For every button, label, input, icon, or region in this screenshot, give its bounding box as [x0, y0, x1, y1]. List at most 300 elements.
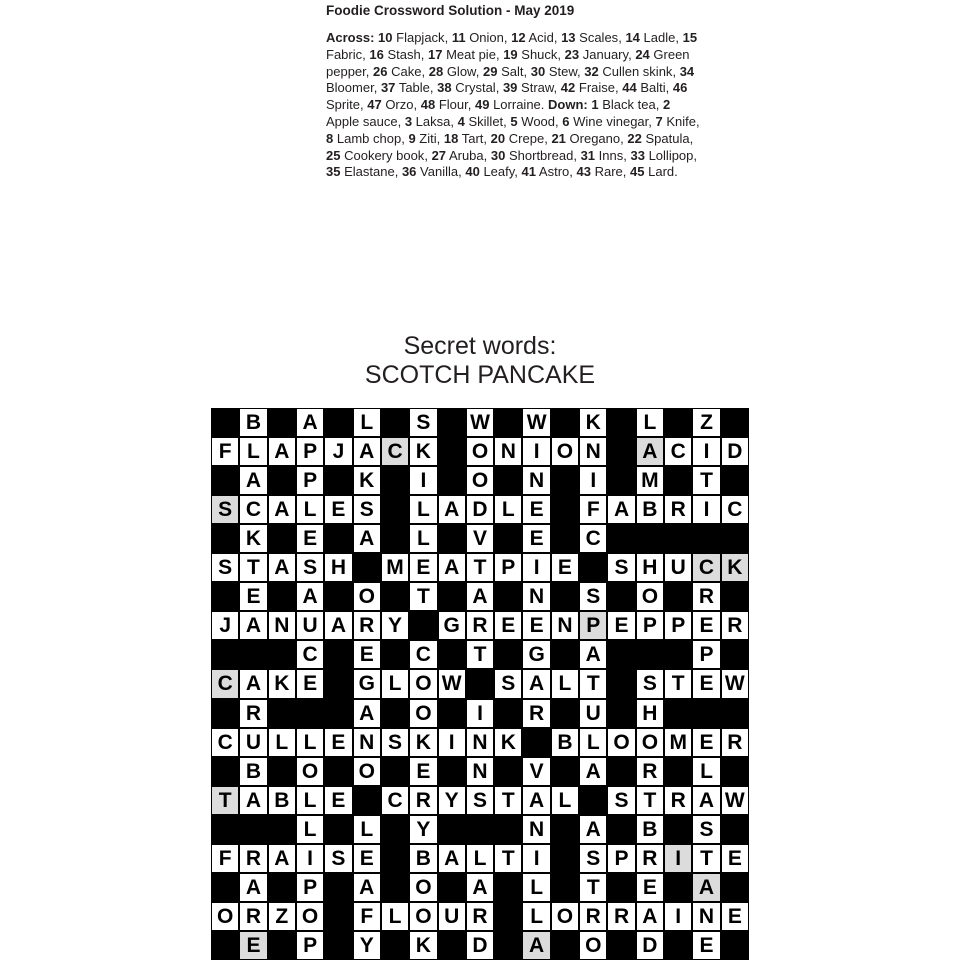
grid-cell: F	[354, 903, 380, 930]
grid-cell: T	[410, 583, 436, 610]
clue-number: 10	[378, 30, 393, 45]
grid-block	[665, 874, 691, 901]
grid-block	[665, 700, 691, 727]
grid-cell: O	[637, 583, 663, 610]
clue-answer: Wine vinegar	[573, 113, 649, 129]
grid-cell: T	[580, 670, 606, 697]
clue-number: 9	[408, 130, 416, 146]
grid-cell: C	[297, 641, 323, 668]
grid-cell: Z	[693, 409, 719, 436]
grid-cell: R	[608, 903, 634, 930]
grid-block	[382, 845, 408, 872]
grid-cell: A	[297, 409, 323, 436]
grid-block	[439, 525, 465, 552]
clue-number: 43	[576, 164, 591, 180]
grid-block	[439, 467, 465, 494]
grid-cell: E	[325, 787, 351, 814]
grid-cell: A	[354, 874, 380, 901]
clue-number: 31	[580, 147, 596, 163]
grid-cell: S	[212, 554, 238, 581]
grid-cell: O	[354, 758, 380, 785]
clue-answer: Spatula	[645, 130, 690, 146]
grid-cell: L	[382, 903, 408, 930]
clue-number: 3	[404, 113, 413, 129]
grid-cell: C	[382, 787, 408, 814]
grid-block	[608, 700, 634, 727]
clue-number: 19	[503, 46, 518, 62]
grid-cell: E	[297, 670, 323, 697]
grid-cell: F	[212, 845, 238, 872]
grid-block	[439, 438, 465, 465]
grid-cell: A	[354, 525, 380, 552]
clue-answer: Crepe	[508, 130, 545, 146]
grid-cell: R	[637, 758, 663, 785]
grid-cell: A	[297, 583, 323, 610]
clue-number: 30	[530, 63, 546, 79]
grid-cell: C	[410, 641, 436, 668]
grid-block	[665, 525, 691, 552]
grid-cell: L	[693, 758, 719, 785]
grid-block	[354, 787, 380, 814]
grid-cell: E	[523, 496, 549, 523]
grid-cell: W	[523, 409, 549, 436]
grid-cell: U	[580, 700, 606, 727]
grid-block	[269, 583, 295, 610]
grid-cell: T	[693, 845, 719, 872]
clue-number: 16	[369, 46, 384, 62]
grid-cell: I	[467, 700, 493, 727]
grid-cell: U	[297, 612, 323, 639]
grid-cell: A	[580, 816, 606, 843]
grid-block	[382, 700, 408, 727]
grid-block	[212, 525, 238, 552]
grid-cell: C	[722, 496, 748, 523]
grid-cell: O	[580, 932, 606, 959]
grid-cell: Y	[382, 612, 408, 639]
grid-cell: W	[467, 409, 493, 436]
grid-cell: H	[325, 554, 351, 581]
grid-block	[722, 583, 748, 610]
grid-cell: W	[439, 670, 465, 697]
grid-block	[552, 525, 578, 552]
grid-cell: E	[523, 612, 549, 639]
clue-number: 49	[474, 97, 490, 113]
grid-block	[523, 729, 549, 756]
clue-answer: Lard	[648, 164, 675, 180]
grid-block	[552, 409, 578, 436]
section-label: Across:	[326, 30, 375, 45]
grid-block	[382, 932, 408, 959]
clue-answer: Sprite	[326, 97, 360, 113]
grid-block	[439, 700, 465, 727]
grid-cell: L	[467, 845, 493, 872]
grid-cell: R	[580, 903, 606, 930]
clue-answer: Elastane	[344, 164, 395, 180]
clue-answer: Tart	[461, 130, 484, 146]
grid-cell: E	[693, 729, 719, 756]
grid-cell: R	[693, 583, 719, 610]
grid-cell: E	[552, 554, 578, 581]
clue-number: 26	[373, 63, 388, 79]
grid-block	[297, 700, 323, 727]
grid-cell: A	[269, 554, 295, 581]
clue-answer: Aruba	[448, 147, 484, 163]
grid-cell: E	[693, 932, 719, 959]
grid-cell: T	[693, 467, 719, 494]
grid-block	[325, 467, 351, 494]
grid-cell: M	[665, 729, 691, 756]
grid-cell: T	[580, 874, 606, 901]
grid-cell: U	[665, 554, 691, 581]
grid-block	[608, 438, 634, 465]
grid-block	[354, 554, 380, 581]
grid-cell: E	[325, 496, 351, 523]
grid-block	[665, 932, 691, 959]
grid-block	[552, 583, 578, 610]
grid-cell: O	[297, 903, 323, 930]
grid-block	[212, 641, 238, 668]
grid-block	[269, 816, 295, 843]
grid-cell: N	[523, 467, 549, 494]
grid-block	[325, 932, 351, 959]
clue-answer: Inns	[598, 147, 624, 163]
grid-cell: Y	[354, 932, 380, 959]
grid-cell: T	[495, 845, 521, 872]
grid-cell: R	[523, 700, 549, 727]
grid-cell: A	[240, 874, 266, 901]
grid-block	[325, 670, 351, 697]
grid-block	[552, 496, 578, 523]
grid-cell: K	[410, 932, 436, 959]
grid-cell: S	[495, 670, 521, 697]
grid-block	[439, 409, 465, 436]
grid-block	[722, 467, 748, 494]
grid-cell: G	[523, 641, 549, 668]
grid-cell: P	[495, 554, 521, 581]
grid-cell: W	[722, 787, 748, 814]
grid-cell: E	[722, 845, 748, 872]
grid-cell: R	[665, 496, 691, 523]
clue-answer: Wood	[521, 113, 556, 129]
clue-answer: Apple sauce	[326, 113, 398, 129]
clue-number: 45	[630, 164, 645, 180]
grid-block	[382, 409, 408, 436]
clue-answer: Rare	[594, 164, 623, 180]
clue-answer: Flour	[438, 97, 468, 113]
grid-cell: L	[580, 729, 606, 756]
grid-block	[240, 641, 266, 668]
grid-cell: B	[269, 787, 295, 814]
grid-cell: K	[240, 525, 266, 552]
grid-block	[495, 525, 521, 552]
grid-cell: L	[354, 816, 380, 843]
grid-block	[722, 758, 748, 785]
grid-block	[665, 641, 691, 668]
grid-cell: T	[467, 641, 493, 668]
grid-block	[467, 670, 493, 697]
clue-answer: Lamb chop	[336, 130, 402, 146]
clue-answer: Shortbread	[508, 147, 574, 163]
grid-block	[212, 467, 238, 494]
clue-number: 1	[591, 97, 599, 113]
grid-cell: I	[693, 438, 719, 465]
grid-block	[382, 874, 408, 901]
clue-answer: Table	[398, 80, 430, 96]
grid-cell: L	[410, 525, 436, 552]
grid-block	[439, 583, 465, 610]
grid-cell: K	[354, 467, 380, 494]
clue-answer: Salt	[501, 63, 524, 79]
grid-block	[608, 874, 634, 901]
grid-block	[212, 932, 238, 959]
grid-block	[325, 874, 351, 901]
grid-cell: L	[410, 496, 436, 523]
clue-number: 12	[511, 30, 526, 45]
grid-block	[439, 932, 465, 959]
grid-cell-highlighted: T	[212, 787, 238, 814]
grid-cell: O	[608, 729, 634, 756]
grid-cell: A	[240, 787, 266, 814]
grid-cell: A	[269, 438, 295, 465]
grid-block	[382, 583, 408, 610]
clue-number: 48	[420, 97, 436, 113]
grid-cell: T	[665, 670, 691, 697]
grid-cell: S	[608, 787, 634, 814]
clue-number: 11	[451, 30, 466, 45]
grid-cell: B	[637, 816, 663, 843]
clue-answer: Onion	[469, 30, 504, 45]
grid-cell-highlighted: E	[240, 932, 266, 959]
grid-cell: F	[580, 496, 606, 523]
grid-cell: K	[495, 729, 521, 756]
grid-block	[212, 409, 238, 436]
grid-cell: R	[240, 903, 266, 930]
clue-answer: Glow	[446, 63, 476, 79]
clue-answer: January	[582, 46, 629, 62]
grid-cell: E	[495, 612, 521, 639]
grid-cell: T	[495, 787, 521, 814]
grid-cell: I	[523, 845, 549, 872]
grid-block	[212, 758, 238, 785]
grid-cell: C	[580, 525, 606, 552]
grid-cell: N	[523, 583, 549, 610]
clue-number: 22	[627, 130, 642, 146]
grid-cell: I	[580, 467, 606, 494]
grid-block	[382, 467, 408, 494]
grid-block	[269, 641, 295, 668]
clue-answer: Stash	[387, 46, 421, 62]
grid-block	[608, 583, 634, 610]
clue-answer: Green pepper	[326, 46, 690, 79]
grid-cell: S	[693, 816, 719, 843]
clue-answer: Crystal	[455, 80, 496, 96]
grid-cell: R	[722, 729, 748, 756]
grid-block	[722, 874, 748, 901]
grid-cell: P	[297, 874, 323, 901]
grid-cell-highlighted: I	[665, 845, 691, 872]
grid-cell: V	[467, 525, 493, 552]
grid-block	[382, 641, 408, 668]
grid-cell: K	[269, 670, 295, 697]
grid-cell: O	[410, 700, 436, 727]
clue-number: 32	[584, 63, 599, 79]
clue-answer: Acid	[528, 30, 554, 45]
grid-cell: E	[608, 612, 634, 639]
grid-cell: E	[410, 554, 436, 581]
grid-cell: L	[523, 903, 549, 930]
grid-cell: S	[410, 409, 436, 436]
grid-cell: K	[410, 438, 436, 465]
grid-cell: S	[325, 845, 351, 872]
clue-number: 15	[682, 30, 698, 45]
grid-cell: W	[722, 670, 748, 697]
grid-cell: L	[297, 496, 323, 523]
grid-cell: N	[552, 612, 578, 639]
clue-number: 39	[502, 80, 518, 96]
grid-block	[325, 641, 351, 668]
grid-block	[240, 816, 266, 843]
grid-block	[212, 583, 238, 610]
grid-cell: S	[297, 554, 323, 581]
grid-cell: T	[467, 554, 493, 581]
grid-block	[269, 758, 295, 785]
grid-block	[382, 496, 408, 523]
grid-block	[722, 641, 748, 668]
grid-block	[439, 758, 465, 785]
clue-answer: Scales	[579, 30, 619, 45]
grid-cell: A	[439, 845, 465, 872]
grid-cell: T	[637, 787, 663, 814]
clue-number: 46	[672, 80, 688, 96]
grid-block	[495, 816, 521, 843]
grid-cell: R	[665, 787, 691, 814]
grid-cell: P	[297, 932, 323, 959]
grid-cell: P	[637, 612, 663, 639]
clue-number: 29	[482, 63, 498, 79]
clue-number: 7	[655, 113, 663, 129]
grid-block	[722, 700, 748, 727]
clue-answer: Laksa	[415, 113, 451, 129]
grid-cell: S	[608, 554, 634, 581]
grid-block	[439, 641, 465, 668]
grid-cell: E	[354, 641, 380, 668]
clue-answer: Black tea	[602, 97, 656, 113]
grid-block	[552, 641, 578, 668]
grid-cell: A	[523, 670, 549, 697]
grid-block	[665, 758, 691, 785]
grid-cell: A	[354, 700, 380, 727]
crossword-grid	[211, 408, 749, 960]
grid-cell: A	[637, 903, 663, 930]
clue-answer: Straw	[521, 80, 554, 96]
grid-block	[608, 670, 634, 697]
clue-number: 42	[560, 80, 576, 96]
grid-block	[722, 816, 748, 843]
grid-cell: A	[240, 670, 266, 697]
grid-cell: B	[410, 845, 436, 872]
grid-cell-highlighted: P	[580, 612, 606, 639]
grid-cell: R	[410, 787, 436, 814]
grid-block	[495, 700, 521, 727]
grid-cell: R	[722, 612, 748, 639]
clue-answer: Meat pie	[446, 46, 496, 62]
grid-cell: R	[467, 612, 493, 639]
grid-cell: A	[354, 438, 380, 465]
grid-cell: T	[240, 554, 266, 581]
grid-cell: E	[325, 729, 351, 756]
grid-block	[608, 816, 634, 843]
grid-cell-highlighted: C	[212, 670, 238, 697]
grid-block	[269, 932, 295, 959]
grid-cell: B	[240, 758, 266, 785]
grid-cell: K	[410, 729, 436, 756]
grid-cell: I	[693, 496, 719, 523]
grid-cell: A	[269, 496, 295, 523]
clue-answer: Bloomer	[326, 80, 374, 96]
clue-number: 5	[510, 113, 518, 129]
grid-cell: O	[354, 583, 380, 610]
grid-cell: N	[495, 438, 521, 465]
grid-cell: N	[354, 729, 380, 756]
grid-cell: U	[439, 903, 465, 930]
grid-cell: R	[637, 845, 663, 872]
grid-cell: L	[637, 409, 663, 436]
grid-cell: A	[240, 612, 266, 639]
grid-cell: A	[693, 787, 719, 814]
grid-cell: O	[410, 670, 436, 697]
grid-cell: N	[580, 438, 606, 465]
grid-block	[693, 525, 719, 552]
clue-number: 47	[367, 97, 382, 113]
grid-cell: E	[297, 525, 323, 552]
clue-number: 25	[326, 147, 341, 163]
grid-cell: L	[523, 874, 549, 901]
grid-cell: S	[467, 787, 493, 814]
clue-answer: Lollipop	[648, 147, 694, 163]
grid-cell: R	[240, 845, 266, 872]
grid-block	[608, 932, 634, 959]
grid-block	[212, 816, 238, 843]
grid-cell: R	[240, 700, 266, 727]
grid-block	[269, 700, 295, 727]
grid-cell: A	[523, 787, 549, 814]
grid-block	[608, 525, 634, 552]
grid-cell: D	[467, 932, 493, 959]
grid-block	[495, 641, 521, 668]
grid-cell: G	[439, 612, 465, 639]
grid-block	[382, 816, 408, 843]
grid-cell: O	[410, 903, 436, 930]
grid-cell: C	[212, 729, 238, 756]
grid-cell: A	[467, 874, 493, 901]
grid-block	[325, 409, 351, 436]
grid-cell: O	[637, 729, 663, 756]
clue-number: 30	[490, 147, 506, 163]
grid-block	[665, 583, 691, 610]
grid-block	[325, 903, 351, 930]
grid-cell: E	[240, 583, 266, 610]
clue-number: 20	[490, 130, 506, 146]
clue-number: 14	[625, 30, 640, 45]
grid-cell: F	[212, 438, 238, 465]
clue-number: 34	[679, 63, 695, 79]
clue-answer: Astro	[538, 164, 570, 180]
grid-block	[722, 932, 748, 959]
grid-block	[665, 409, 691, 436]
clue-number: 37	[380, 80, 396, 96]
grid-cell: O	[212, 903, 238, 930]
grid-cell: V	[523, 758, 549, 785]
